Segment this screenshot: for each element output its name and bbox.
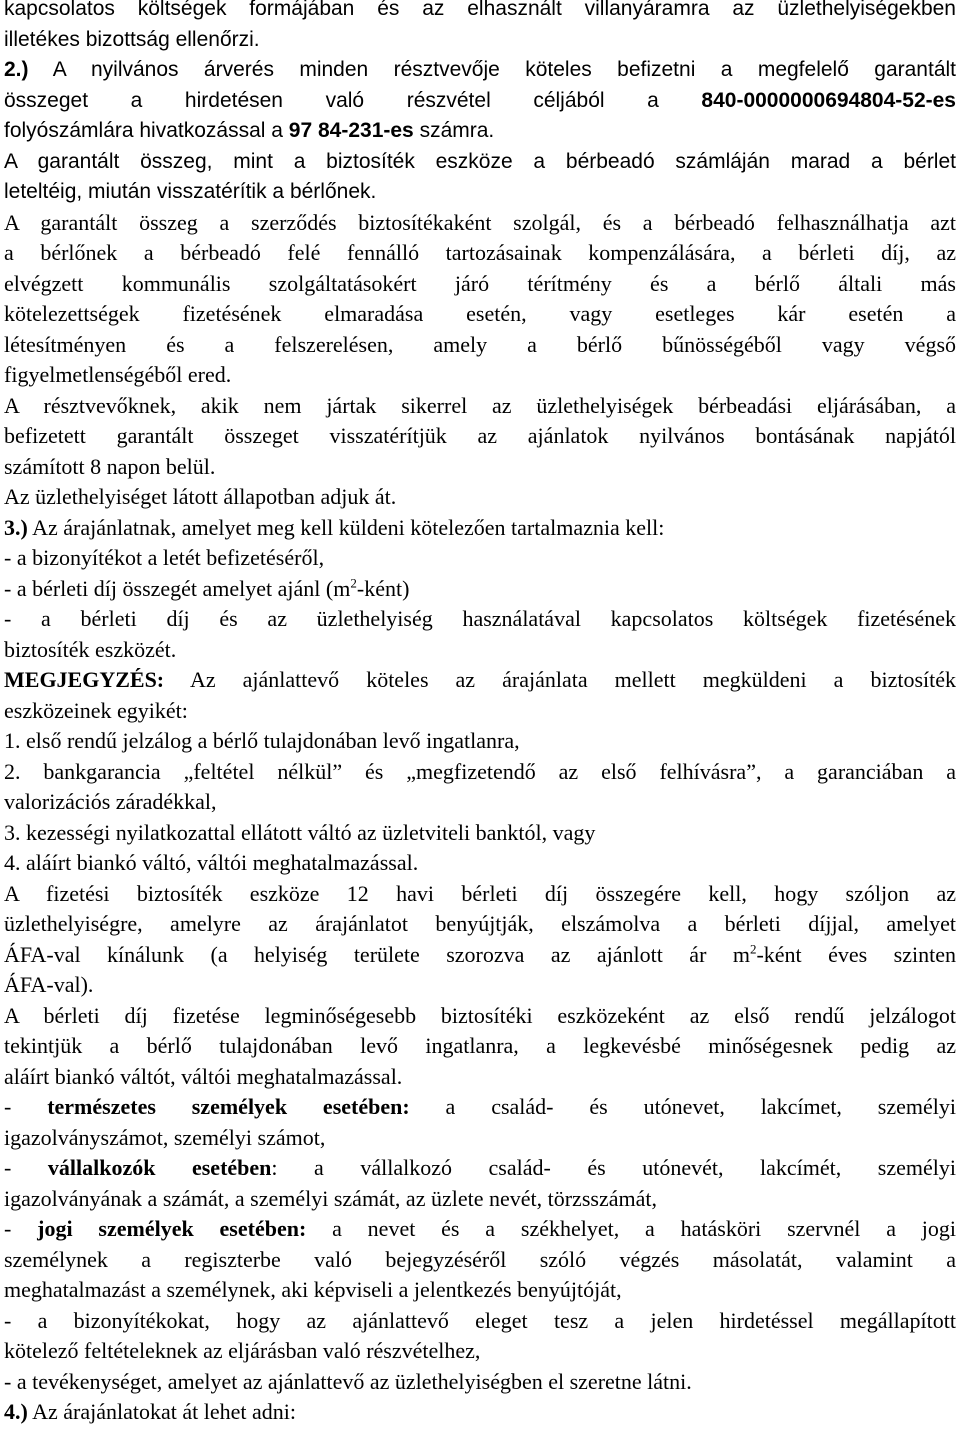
text-line: A fizetési biztosíték eszköze 12 havi bérleti díj összegére kell, hogy szóljon az bbox=[4, 880, 956, 906]
text-line: igazolványának a számát, a személyi számát, az üzlete nevét, törzsszámát, bbox=[4, 1185, 657, 1211]
text-span: ÁFA-val kínálunk (a helyiség területe szorozva az ajánlott ár m bbox=[4, 941, 750, 967]
text-line: személynek a regiszterbe való bejegyzéséről szóló végzés másolatát, valamint a bbox=[4, 1246, 956, 1272]
section-3-heading bbox=[4, 513, 956, 544]
text-span: -ként éves szinten bbox=[756, 941, 956, 967]
section-2-heading bbox=[4, 55, 956, 86]
account-number: 840-0000000694804-52-es bbox=[701, 88, 956, 112]
bold-term: természetes személyek esetében: bbox=[47, 1094, 410, 1119]
section-number: 3.) bbox=[4, 514, 28, 540]
list-item: 3. kezességi nyilatkozattal ellátott váltó az üzletviteli banktól, vagy bbox=[4, 819, 596, 845]
list-item bbox=[4, 1214, 956, 1245]
text-line: befizetett garantált összeget visszatérítjük az ajánlatok nyilvános bontásának napjától bbox=[4, 423, 956, 448]
reference-number: 97 84-231-es bbox=[288, 119, 414, 142]
section-number: 2.) bbox=[4, 58, 29, 81]
text-line: A garantált összeg, mint a biztosíték eszköze a bérbeadó számláján marad a bérlet bbox=[4, 149, 956, 173]
text-line: kapcsolatos költségek formájában és az elhasznált villanyáramra az üzlethelyiségekben bbox=[4, 0, 956, 20]
text-span: - a bérleti díj összegét amelyet ajánl (m bbox=[4, 575, 351, 601]
list-item: - a tevékenységet, amelyet az ajánlattevő az üzlethelyiségben el szeretne látni. bbox=[4, 1368, 692, 1394]
text-span: : a vállalkozó család- és utónevét, lakcímét, személyi bbox=[271, 1155, 956, 1180]
superscript: 2 bbox=[749, 941, 757, 957]
text-span: összeget a hirdetésen való részvétel céljából a bbox=[4, 88, 702, 112]
text-line: kötelezettségek fizetésének elmaradása esetén, vagy esetleges kár esetén a bbox=[4, 301, 956, 326]
text-line bbox=[4, 940, 956, 971]
bold-term: jogi személyek esetében: bbox=[37, 1216, 307, 1241]
text-span: a nevet és a székhelyet, a hatásköri szervnél a jogi bbox=[306, 1216, 956, 1241]
text-line: aláírt biankó váltót, váltói meghatalmazással. bbox=[4, 1063, 403, 1089]
list-item: - a bizonyítékot a letét befizetéséről, bbox=[4, 545, 325, 570]
text-span: Az ajánlattevő köteles az árajánlata mellett megküldeni a biztosíték bbox=[164, 667, 956, 692]
text-span: -ként) bbox=[356, 575, 410, 601]
text-line: tekintjük a bérlő tulajdonában levő ingatlanra, a legkevésbé minőségesnek pedig az bbox=[4, 1033, 956, 1058]
text-span: Az árajánlatnak, amelyet meg kell küldeni kötelezően tartalmaznia kell: bbox=[27, 514, 665, 540]
text-line: kötelező feltételeknek az eljárásban való részvételhez, bbox=[4, 1338, 481, 1363]
bold-term: vállalkozók esetében bbox=[47, 1155, 272, 1180]
section-4-heading bbox=[4, 1397, 956, 1428]
reference-line bbox=[4, 116, 956, 147]
text-line: ÁFA-val). bbox=[4, 972, 94, 997]
note-label: MEGJEGYZÉS: bbox=[4, 667, 165, 692]
text-line: igazolványszámot, személyi számot, bbox=[4, 1124, 326, 1150]
document-body bbox=[4, 0, 956, 1428]
text-line: leteltéig, miután visszatérítik a bérlőnek. bbox=[4, 180, 377, 203]
text-line: Az üzlethelyiséget látott állapotban adjuk át. bbox=[4, 484, 397, 509]
text-span: Az árajánlatokat át lehet adni: bbox=[27, 1399, 296, 1424]
text-span: - bbox=[4, 1216, 38, 1241]
text-line: valorizációs záradékkal, bbox=[4, 789, 217, 814]
list-item: - a bérleti díj és az üzlethelyiség használatával kapcsolatos költségek fizetésének bbox=[4, 606, 956, 631]
text-span: A nyilvános árverés minden résztvevője köteles befizetni a megfelelő garantált bbox=[28, 58, 956, 81]
text-span: - bbox=[4, 1094, 48, 1119]
text-line: elvégzett kommunális szolgáltatásokért járó térítmény és a bérlő általi más bbox=[4, 270, 956, 296]
text-line: létesítményen és a felszerelésen, amely a bérlő bűnösségéből vagy végső bbox=[4, 331, 956, 357]
account-number-line bbox=[4, 86, 956, 117]
superscript: 2 bbox=[350, 575, 357, 591]
list-item: 4. aláírt biankó váltó, váltói meghatalmazással. bbox=[4, 850, 419, 875]
text-span: számra. bbox=[413, 119, 495, 142]
text-span: - bbox=[4, 1155, 48, 1180]
text-span: a család- és utónevet, lakcímet, személyi bbox=[409, 1094, 956, 1119]
text-line: eszközeinek egyikét: bbox=[4, 697, 188, 723]
text-line: figyelmetlenségéből ered. bbox=[4, 362, 232, 387]
list-item: 2. bankgarancia „feltétel nélkül” és „megfizetendő az első felhívásra”, a garanciában a bbox=[4, 758, 956, 784]
list-item bbox=[4, 574, 956, 605]
list-item: 1. első rendű jelzálog a bérlő tulajdonában levő ingatlanra, bbox=[4, 728, 520, 753]
text-line: üzlethelyiségre, amelyre az árajánlatot benyújtják, elszámolva a bérleti díjjal, amelyet bbox=[4, 911, 956, 936]
text-line: A bérleti díj fizetése legminőségesebb biztosítéki eszközeként az első rendű jelzálogot bbox=[4, 1002, 956, 1028]
text-line: A garantált összeg a szerződés biztosítékaként szolgál, és a bérbeadó felhasználhatja azt bbox=[4, 209, 956, 235]
text-line: meghatalmazást a személynek, aki képviseli a jelentkezés benyújtóját, bbox=[4, 1277, 622, 1302]
list-item bbox=[4, 1153, 956, 1184]
text-line: illetékes bizottság ellenőrzi. bbox=[4, 27, 260, 51]
text-line: számított 8 napon belül. bbox=[4, 453, 216, 479]
list-item bbox=[4, 1092, 956, 1123]
text-line: biztosíték eszközét. bbox=[4, 636, 177, 662]
note-line bbox=[4, 665, 956, 696]
list-item: - a bizonyítékokat, hogy az ajánlattevő eleget tesz a jelen hirdetéssel megállapított bbox=[4, 1307, 956, 1333]
text-span: folyószámlára hivatkozással a bbox=[4, 119, 289, 142]
section-number: 4.) bbox=[4, 1399, 28, 1424]
text-line: A résztvevőknek, akik nem jártak sikerrel az üzlethelyiségek bérbeadási eljárásában, a bbox=[4, 392, 956, 418]
text-line: a bérlőnek a bérbeadó felé fennálló tartozásainak kompenzálására, a bérleti díj, az bbox=[4, 240, 956, 265]
